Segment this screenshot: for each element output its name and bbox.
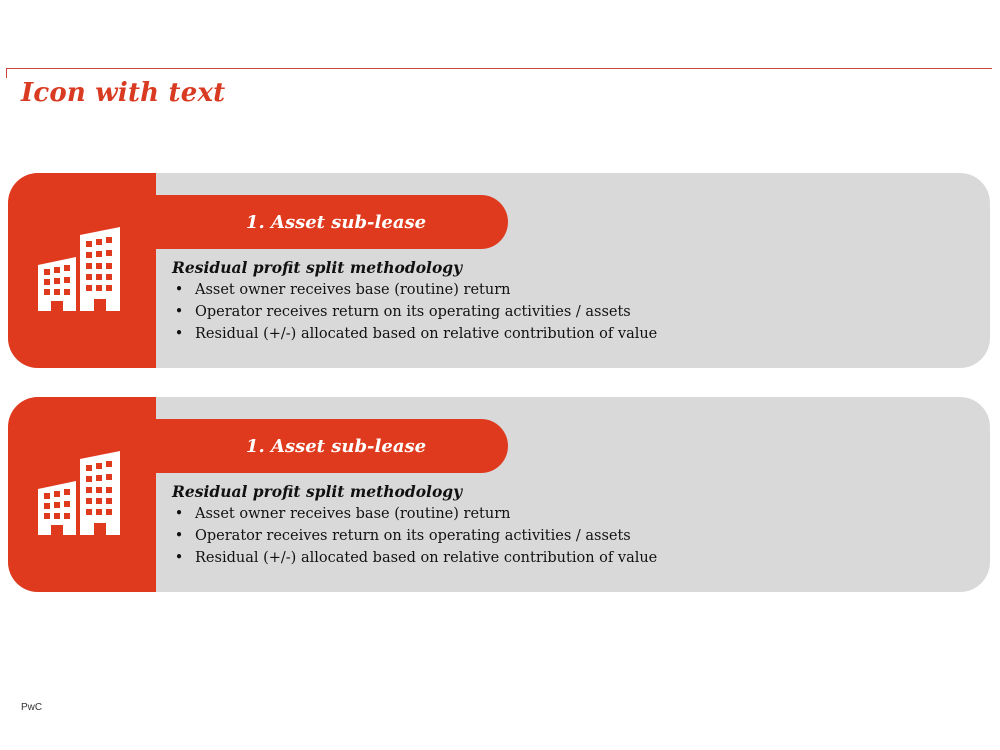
card-banner xyxy=(156,195,508,249)
bullet-icon: • xyxy=(174,304,184,320)
bullet-icon: • xyxy=(174,326,184,342)
bullet-text: Asset owner receives base (routine) return xyxy=(195,506,511,522)
bullet-text: Residual (+/-) allocated based on relative contribution of value xyxy=(195,550,658,566)
card-body xyxy=(172,481,952,569)
list-item xyxy=(172,301,952,323)
bullet-icon: • xyxy=(174,282,184,298)
office-buildings-icon xyxy=(36,225,126,315)
bullet-text: Operator receives return on its operating activities / assets xyxy=(195,528,631,544)
card-subheading: Residual profit split methodology xyxy=(172,258,463,277)
top-divider-tick xyxy=(6,68,7,78)
list-item xyxy=(172,547,952,569)
list-item xyxy=(172,525,952,547)
list-item xyxy=(172,279,952,301)
card-banner xyxy=(156,419,508,473)
card-icon-panel xyxy=(8,173,156,368)
bullet-icon: • xyxy=(174,506,184,522)
bullet-icon: • xyxy=(174,528,184,544)
bullet-icon: • xyxy=(174,550,184,566)
bullet-text: Asset owner receives base (routine) return xyxy=(195,282,511,298)
card-heading: 1. Asset sub-lease xyxy=(245,435,427,457)
content-card xyxy=(8,397,990,592)
card-subheading: Residual profit split methodology xyxy=(172,482,463,501)
card-icon-panel xyxy=(8,397,156,592)
content-card xyxy=(8,173,990,368)
card-heading: 1. Asset sub-lease xyxy=(245,211,427,233)
bullet-text: Operator receives return on its operating activities / assets xyxy=(195,304,631,320)
list-item xyxy=(172,503,952,525)
bullet-text: Residual (+/-) allocated based on relative contribution of value xyxy=(195,326,658,342)
bullet-list xyxy=(172,503,952,569)
top-divider xyxy=(6,68,992,69)
footer-brand: PwC xyxy=(21,702,43,713)
list-item xyxy=(172,323,952,345)
office-buildings-icon xyxy=(36,449,126,539)
bullet-list xyxy=(172,279,952,345)
card-body xyxy=(172,257,952,345)
page-title: Icon with text xyxy=(21,78,226,108)
